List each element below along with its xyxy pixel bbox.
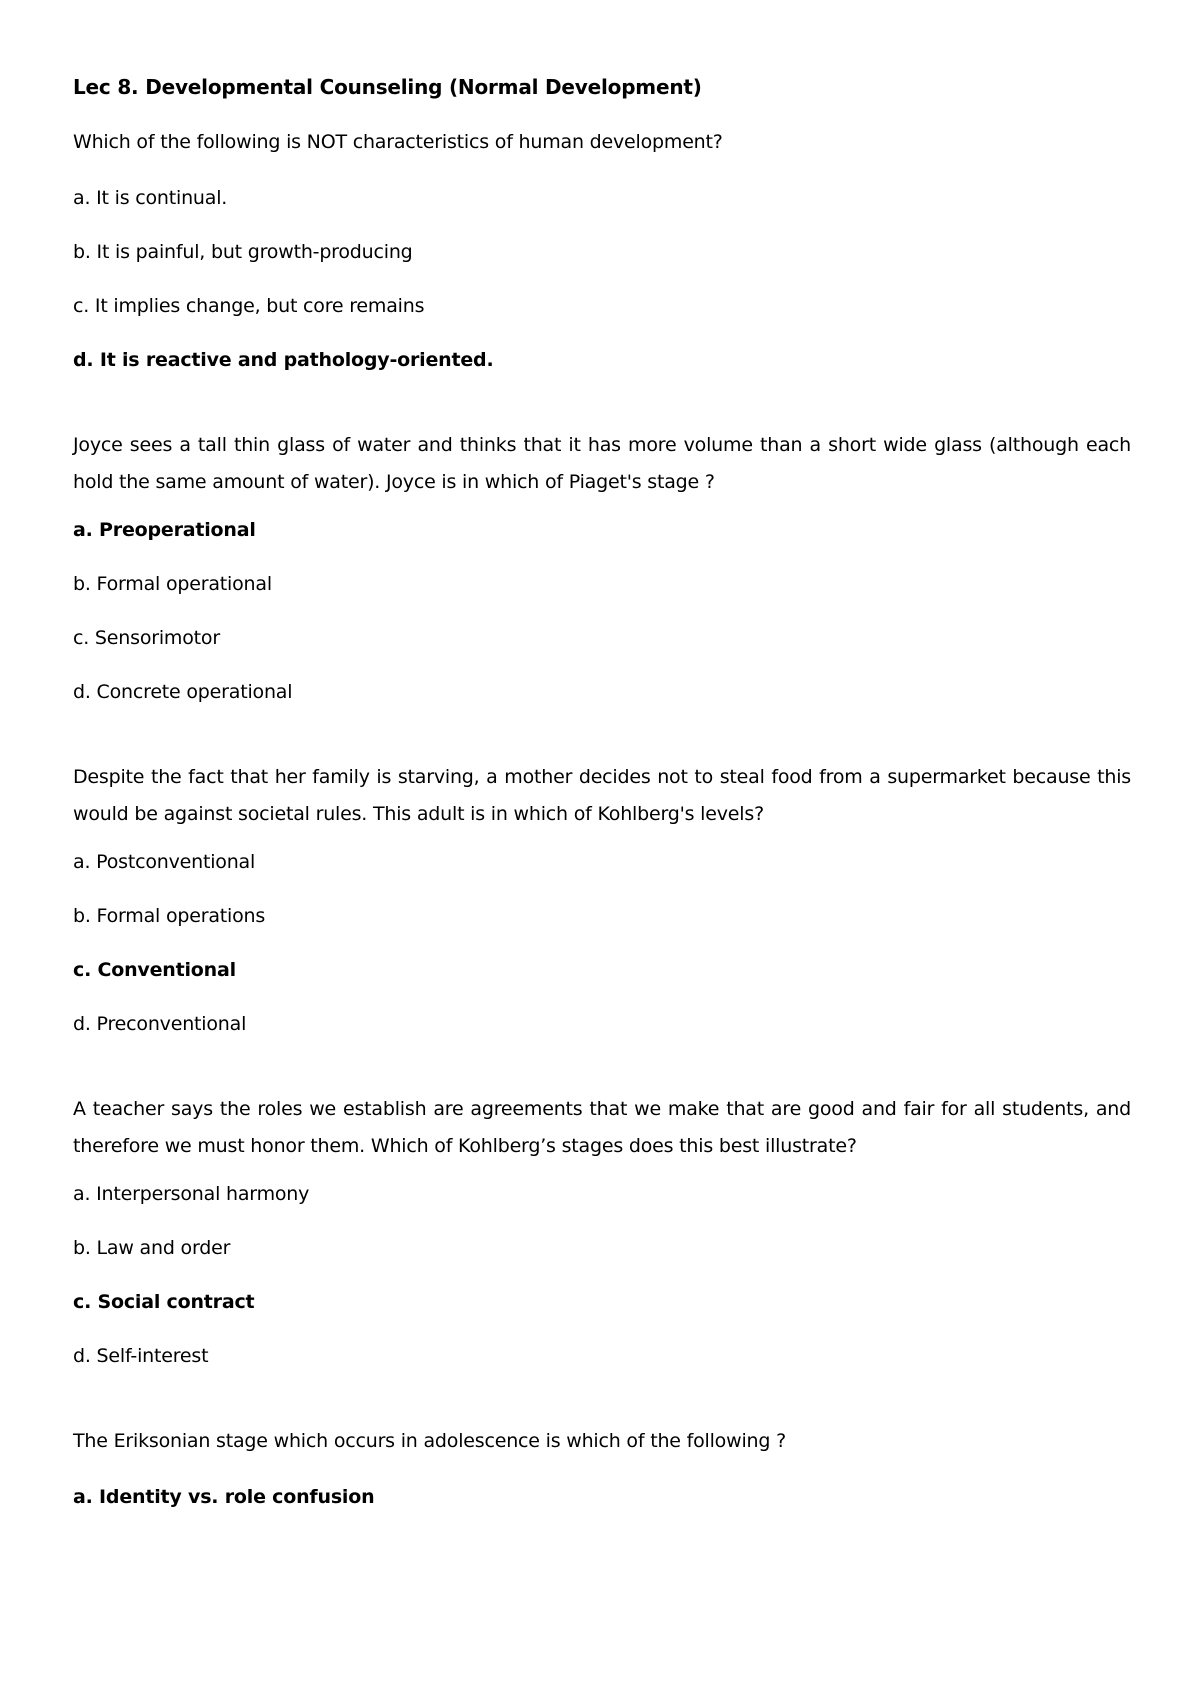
document-page	[73, 74, 1131, 1564]
correct-answer-option: a. Identity vs. role confusion	[73, 1486, 375, 1508]
question-stem: Which of the following is NOT characteristics of human development?	[73, 131, 723, 153]
correct-answer-option: c. Social contract	[73, 1291, 255, 1313]
question-stem: A teacher says the roles we establish are agreements that we make that are good and fair for all students, and therefore we must honor them. Which of Kohlberg’s stages does this best illustrate?	[73, 1098, 1131, 1157]
answer-option: d. Self-interest	[73, 1345, 209, 1367]
answer-option: b. Formal operational	[73, 573, 272, 595]
question-stem: The Eriksonian stage which occurs in adolescence is which of the following ?	[73, 1430, 786, 1452]
answer-option: a. Postconventional	[73, 851, 256, 873]
answer-option: b. Law and order	[73, 1237, 231, 1259]
answer-option: b. It is painful, but growth-producing	[73, 241, 413, 263]
answer-option: d. Concrete operational	[73, 681, 293, 703]
answer-option: c. It implies change, but core remains	[73, 295, 425, 317]
answer-option: a. It is continual.	[73, 187, 228, 209]
correct-answer-option: a. Preoperational	[73, 519, 256, 541]
correct-answer-option: d. It is reactive and pathology-oriented.	[73, 349, 494, 371]
page-title: Lec 8. Developmental Counseling (Normal Development)	[73, 75, 702, 99]
answer-option: d. Preconventional	[73, 1013, 247, 1035]
answer-option: a. Interpersonal harmony	[73, 1183, 310, 1205]
question-2	[73, 427, 1131, 705]
question-stem: Joyce sees a tall thin glass of water and thinks that it has more volume than a short wide glass (although each hold the same amount of water). Joyce is in which of Piaget's stage ?	[73, 434, 1131, 493]
question-1	[73, 124, 1131, 373]
answer-option: b. Formal operations	[73, 905, 266, 927]
question-stem: Despite the fact that her family is starving, a mother decides not to steal food from a supermarket because this would be against societal rules. This adult is in which of Kohlberg's levels?	[73, 766, 1131, 825]
answer-option: c. Sensorimotor	[73, 627, 220, 649]
question-4	[73, 1091, 1131, 1369]
correct-answer-option: c. Conventional	[73, 959, 236, 981]
question-5	[73, 1423, 1131, 1510]
question-3	[73, 759, 1131, 1037]
